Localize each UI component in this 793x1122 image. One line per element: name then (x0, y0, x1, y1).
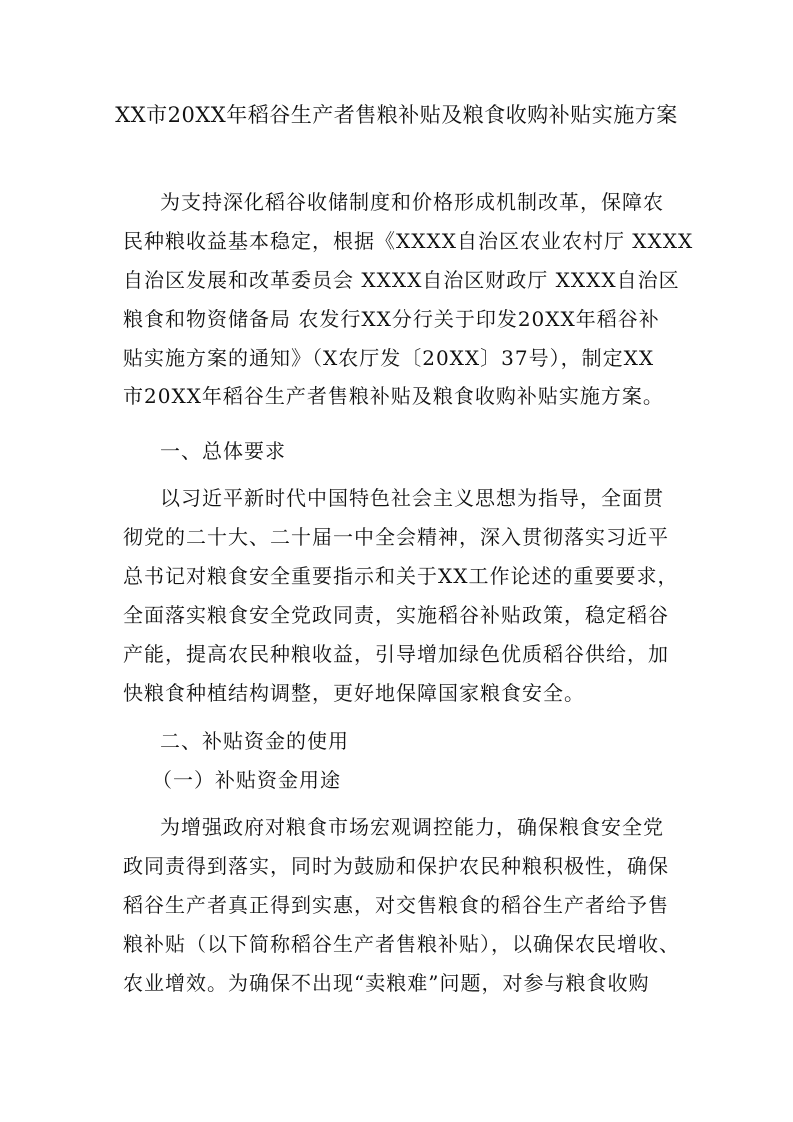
subsection-heading: （一）补贴资金用途 (152, 768, 341, 792)
paragraph-line: 全面落实粮食安全党政同责，实施稻谷补贴政策，稳定稻谷 (123, 603, 669, 627)
section-heading: 一、总体要求 (160, 439, 286, 463)
paragraph-line: 彻党的二十大、二十届一中全会精神，深入贯彻落实习近平 (123, 525, 669, 549)
paragraph-line: 政同责得到落实，同时为鼓励和保护农民种粮积极性，确保 (123, 854, 669, 878)
paragraph-line: 为支持深化稻谷收储制度和价格形成机制改革，保障农 (160, 190, 664, 214)
paragraph-line: 粮食和物资储备局 农发行XX分行关于印发20XX年稻谷补 (123, 307, 660, 331)
paragraph-line: 农业增效。为确保不出现“卖粮难”问题，对参与粮食收购 (123, 971, 650, 995)
paragraph-line: 总书记对粮食安全重要指示和关于XX工作论述的重要要求， (123, 564, 679, 588)
paragraph-line: 自治区发展和改革委员会 XXXX自治区财政厅 XXXX自治区 (123, 268, 680, 292)
paragraph-line: 粮补贴（以下简称稻谷生产者售粮补贴），以确保农民增收、 (123, 932, 680, 956)
paragraph-line: 贴实施方案的通知》（X农厅发〔20XX〕37号），制定XX (123, 346, 655, 370)
document-title: XX市20XX年稻谷生产者售粮补贴及粮食收购补贴实施方案 (115, 103, 678, 127)
section-heading: 二、补贴资金的使用 (160, 729, 349, 753)
paragraph-line: 为增强政府对粮食市场宏观调控能力，确保粮食安全党 (160, 815, 664, 839)
paragraph-line: 市20XX年稻谷生产者售粮补贴及粮食收购补贴实施方案。 (123, 384, 664, 408)
paragraph-line: 以习近平新时代中国特色社会主义思想为指导，全面贯 (160, 486, 664, 510)
paragraph-line: 产能，提高农民种粮收益，引导增加绿色优质稻谷供给，加 (123, 642, 669, 666)
paragraph-line: 快粮食种植结构调整，更好地保障国家粮食安全。 (123, 681, 585, 705)
paragraph-line: 稻谷生产者真正得到实惠，对交售粮食的稻谷生产者给予售 (123, 893, 669, 917)
paragraph-line: 民种粮收益基本稳定，根据《XXXX自治区农业农村厅 XXXX (123, 229, 694, 253)
